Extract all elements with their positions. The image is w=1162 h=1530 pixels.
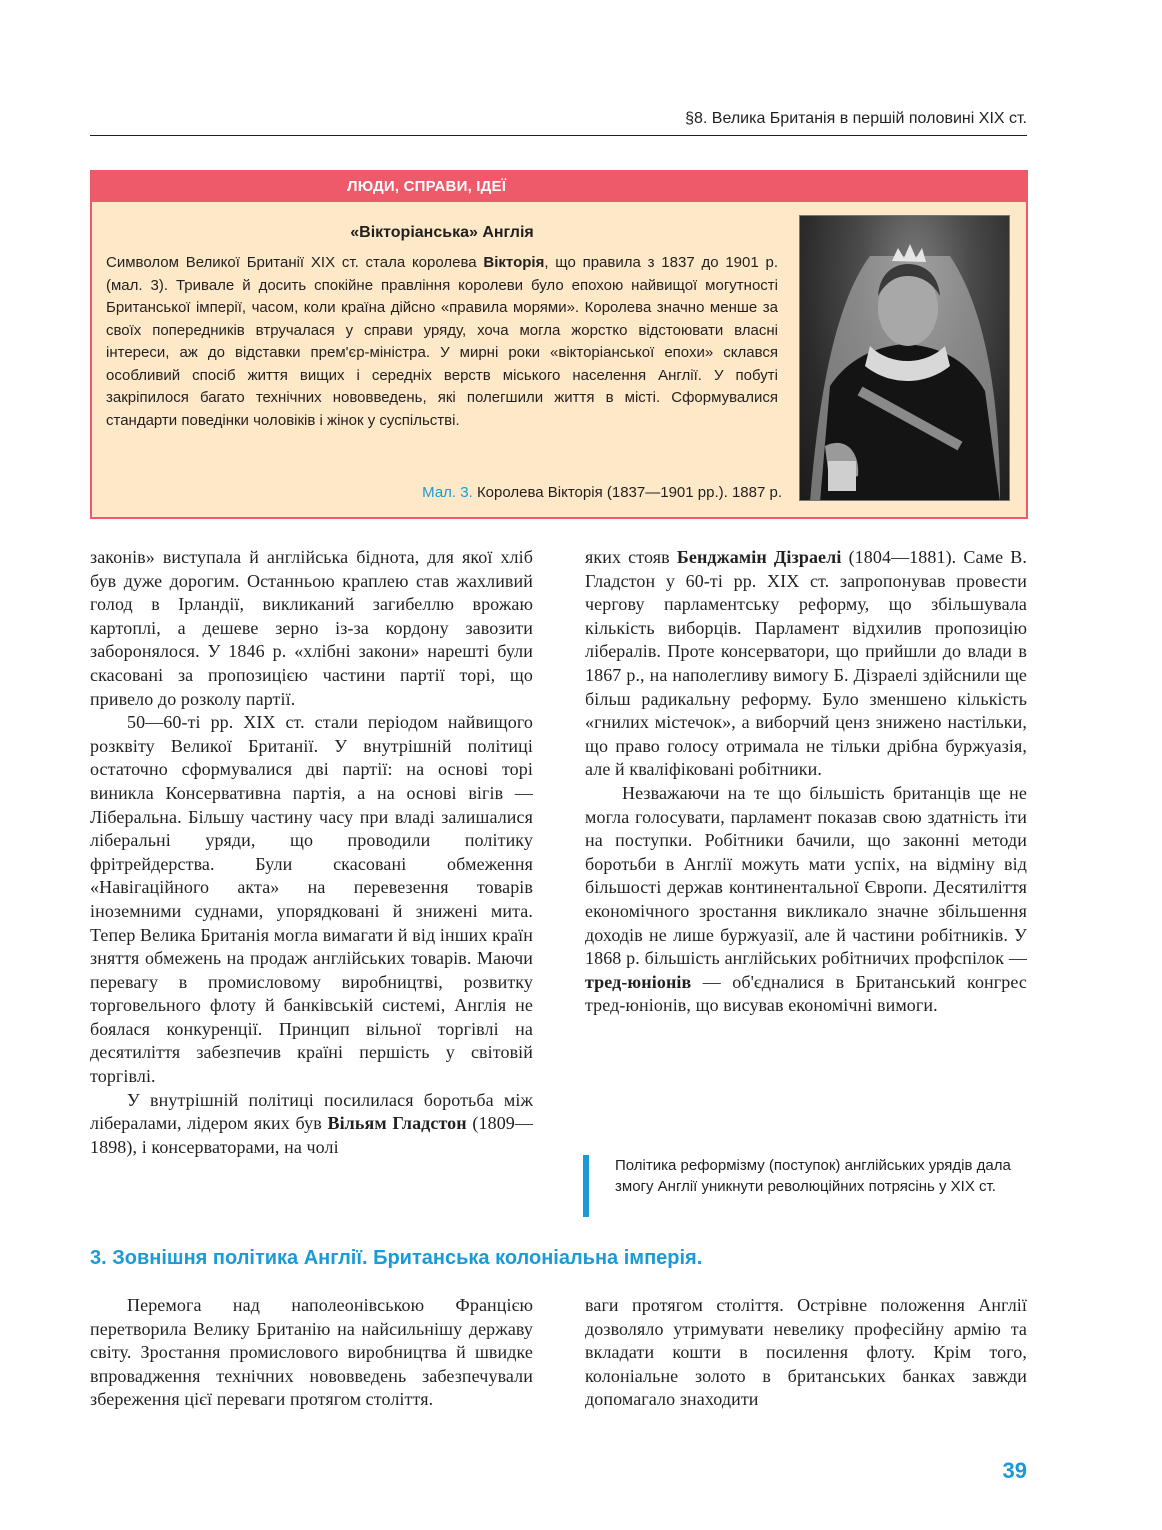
running-head: §8. Велика Британія в першій половині XIX ст. bbox=[685, 110, 1027, 127]
right-p2-bold-trade-unions: тред-юніонів bbox=[585, 971, 692, 992]
bottom-left-column bbox=[90, 1294, 533, 1414]
box-title: «Вікторіанська» Англія bbox=[350, 224, 534, 241]
caption-label: Мал. 3. bbox=[422, 484, 473, 501]
box-text-part-2: , що правила з 1837 до 1901 р. (мал. 3). Тривале й досить спокійне правління королеви було епохою найвищої могутності Британської імперії, часом, коли країна дійсно «правила морями». Королева значно менше за своїх попередників втручалася у справи уряду, хоча могла жорстко відстоювати власні інтереси, аж до відставки прем'єр-міністра. У мирні роки «вікторіанської епохи» склався особливий спосіб життя вищих і середніх верств міського населення Англії. У побуті закріпилося багато технічних нововведень, які полегшили життя в місті. Сформувалися стандарти поведінки чоловіків і жінок у суспільстві. bbox=[106, 254, 779, 429]
left-p3-text-a: У внутрішній політиці посилилася боротьба між лібералами, лідером яких був bbox=[90, 1089, 533, 1134]
page-number: 39 bbox=[1002, 1458, 1027, 1483]
left-paragraph-1: законів» виступала й англійська біднота, для якої хліб був дуже дорогим. Останньою краплею став жахливий голод в Ірландії, викликаний загибеллю врожаю картоплі, а дешеве зерно із-за кордону завозити заборонялося. У 1846 р. «хлібні закони» нарешті були скасовані за пропозицією частини партії торі, що привело до розколу партії. bbox=[90, 547, 533, 709]
right-column bbox=[585, 546, 1027, 1018]
left-paragraph-3 bbox=[90, 1089, 533, 1160]
box-text-part-1: Символом Великої Британії XIX ст. стала королева bbox=[106, 254, 484, 271]
queen-victoria-portrait bbox=[799, 215, 1010, 501]
right-paragraph-1 bbox=[585, 546, 1027, 782]
left-paragraph-2: 50—60-ті рр. XIX ст. стали періодом найвищого розквіту Великої Британії. У внутрішній політиці остаточно сформувалися дві партії: на основі торі виникла Консервативна партія, а на основі вігів — Ліберальна. Більшу частину часу при владі залишалися ліберальні уряди, що проводили політику фрітрейдерства. Були скасовані обмеження «Навігаційного акта» на перевезення товарів іноземними суднами, упорядковані й знижені мита. Тепер Велика Британія могла вимагати й від інших країн зняття обмежень на продаж англійських товарів. Маючи перевагу в промисловому виробництві, розвитку торговельного флоту й банківській системі, Англія не боялася конкуренції. Принцип вільної торгівлі на десятиліття забезпечив країні першість у світовій торгівлі. bbox=[90, 712, 533, 1087]
right-p1-text-a: яких стояв bbox=[585, 547, 677, 567]
left-p3-bold-gladstone: Вільям Гладстон bbox=[327, 1113, 467, 1134]
left-p3-text-b: (1809—1898), і консерваторами, на чолі bbox=[90, 1113, 533, 1157]
portrait-illustration bbox=[800, 216, 1010, 501]
right-p2-text-a: Незважаючи на те що більшість британців ще не могла голосувати, парламент показав свою здатність іти на поступки. Робітники бачили, що законні методи боротьби в Англії можуть мати успіх, на відміну від більшості держав континентальної Європи. Десятиліття економічного зростання викликало значне збільшення доходів не лише буржуазії, але й частини робітників. У 1868 р. більшість англійських робітничих профспілок — bbox=[585, 782, 1027, 969]
box-text bbox=[106, 252, 778, 432]
left-column bbox=[90, 546, 533, 1159]
section-heading: 3. Зовнішня політика Англії. Британська колоніальна імперія. bbox=[90, 1247, 703, 1269]
bottom-right-column bbox=[585, 1294, 1027, 1412]
right-p2-text-b: — об'єдналися в Британський конгрес тред-юніонів, що висував економічні вимоги. bbox=[585, 971, 1027, 1016]
box-header: ЛЮДИ, СПРАВИ, ІДЕЇ bbox=[92, 172, 1026, 202]
right-p1-text-b: (1804—1881). Саме В. Гладстон у 60-ті рр. XIX ст. запропонував провести чергову парламентську реформу, що збільшувала кількість виборців. Парламент відхилив пропозицію лібералів. Проте консерватори, що прийшли до влади в 1867 р., на наполегливу вимогу Б. Дізраелі здійснили ще більш радикальну реформу. Було зменшено кількість «гнилих містечок», а виборчий ценз знижено настільки, що право голосу отримала не тільки дрібна буржуазія, але й кваліфіковані робітники. bbox=[585, 547, 1027, 780]
right-p1-bold-disraeli: Бенджамін Дізраелі bbox=[676, 547, 842, 567]
caption-text: Королева Вікторія (1837—1901 рр.). 1887 р. bbox=[472, 484, 782, 501]
right-paragraph-2 bbox=[585, 782, 1027, 1018]
header-rule bbox=[90, 135, 1027, 136]
box-text-bold-name: Вікторія bbox=[483, 254, 545, 271]
people-deeds-ideas-box bbox=[90, 170, 1028, 519]
bottom-left-paragraph: Перемога над наполеонівською Францією перетворила Велику Британію на найсильнішу державу світу. Зростання промислового виробництва й швидке впровадження технічних нововведень забезпечували збереження цієї переваги протягом століття. bbox=[90, 1295, 533, 1410]
summary-note: Політика реформізму (поступок) англійських урядів дала змогу Англії уникнути революційних потрясінь у XIX ст. bbox=[583, 1155, 1031, 1217]
figure-caption bbox=[106, 484, 782, 501]
bottom-right-paragraph: ваги протягом століття. Острівне положення Англії дозволяло утримувати невелику професійну армію та вкладати кошти в посилення флоту. Крім того, колоніальне золото в британських банках завжди допомагало знаходити bbox=[585, 1295, 1027, 1410]
